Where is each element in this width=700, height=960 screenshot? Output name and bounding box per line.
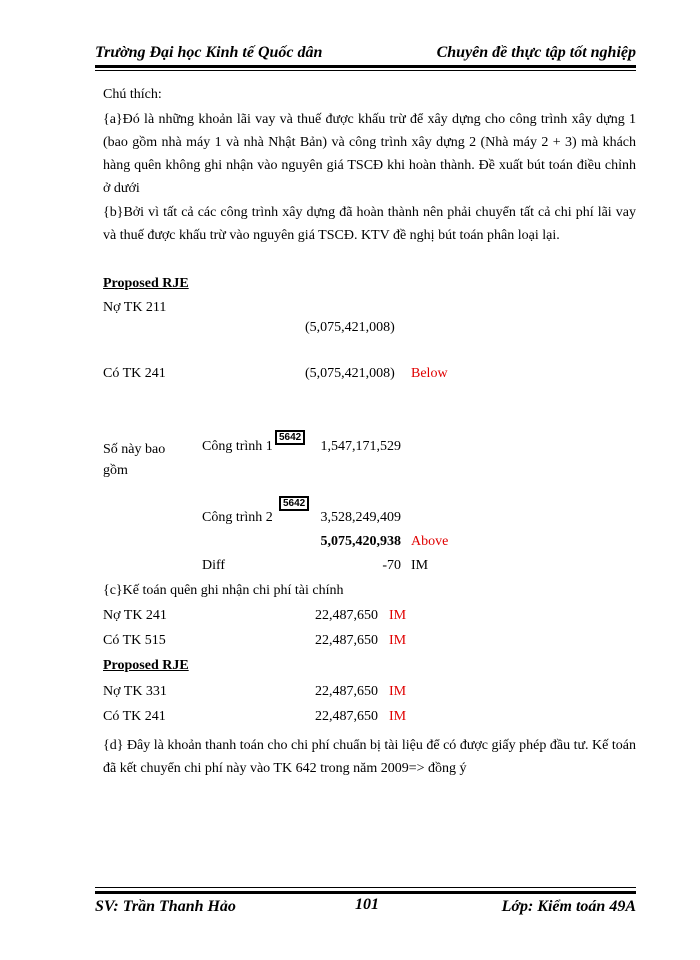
entry-c-debit-note: IM xyxy=(389,608,407,623)
rje2-credit-label: Có TK 241 xyxy=(103,709,166,724)
breakdown-total-note: Above xyxy=(411,534,449,549)
entry-c-credit-note: IM xyxy=(389,633,407,648)
header-report-title: Chuyên đề thực tập tốt nghiệp xyxy=(436,44,636,61)
note-a-paragraph: {a}Đó là những khoản lãi vay và thuế được khấu trừ để xây dựng cho công trình xây dựng 1 (bao gồm nhà máy 1 và nhà Nhật Bản) và công trình xây dựng 2 (Nhà máy 2 + 3) mà khách hàng quên không ghi nhận vào nguyên giá TSCĐ khi hoàn thành. Đề xuất bút toán điều chỉnh ở dưới xyxy=(103,112,636,196)
rje2-credit-note: IM xyxy=(389,709,407,724)
breakdown-item1-label: Công trình 1 xyxy=(202,439,273,454)
rje2-debit-label: Nợ TK 331 xyxy=(103,684,167,699)
rje1-debit-amount: (5,075,421,008) xyxy=(305,320,395,335)
breakdown-item2-amount: 3,528,249,409 xyxy=(320,510,401,525)
breakdown-total: 5,075,420,938 xyxy=(320,534,401,549)
rje1-title: Proposed RJE xyxy=(103,276,189,291)
rje2-title: Proposed RJE xyxy=(103,658,189,673)
footer-rule-thin xyxy=(95,887,636,888)
footer-class: Lớp: Kiểm toán 49A xyxy=(501,898,636,915)
breakdown-item1-tag: 5642 xyxy=(275,430,305,445)
breakdown-diff-note: IM xyxy=(411,558,429,573)
notes-title: Chú thích: xyxy=(103,87,162,102)
header-rule-thick xyxy=(95,65,636,68)
rje1-debit-label: Nợ TK 211 xyxy=(103,300,167,315)
rje2-debit-note: IM xyxy=(389,684,407,699)
rje1-credit-note: Below xyxy=(411,366,448,381)
rje2-credit-amount: 22,487,650 xyxy=(315,709,378,724)
note-d-paragraph: {d} Đây là khoản thanh toán cho chi phí chuẩn bị tài liệu để có được giấy phép đầu tư. Kế toán đã kết chuyển chi phí này vào TK 642 trong năm 2009=> đồng ý xyxy=(103,738,636,776)
entry-c-debit-amount: 22,487,650 xyxy=(315,608,378,623)
header-rule-thin xyxy=(95,70,636,71)
header-school: Trường Đại học Kinh tế Quốc dân xyxy=(95,44,323,61)
footer-student: SV: Trần Thanh Hảo xyxy=(95,898,236,915)
breakdown-diff-amount: -70 xyxy=(382,558,401,573)
entry-c-credit-amount: 22,487,650 xyxy=(315,633,378,648)
breakdown-item2-label: Công trình 2 xyxy=(202,510,273,525)
note-b-paragraph: {b}Bởi vì tất cả các công trình xây dựng đã hoàn thành nên phải chuyển tất cả chi phí lãi vay và thuế được khấu trừ vào nguyên giá TSCĐ. KTV đề nghị bút toán phân loại lại. xyxy=(103,205,636,243)
entry-c-credit-label: Có TK 515 xyxy=(103,633,166,648)
breakdown-item2-tag: 5642 xyxy=(279,496,309,511)
rje2-debit-amount: 22,487,650 xyxy=(315,684,378,699)
note-c-paragraph: {c}Kế toán quên ghi nhận chi phí tài chính xyxy=(103,583,344,598)
rje1-credit-amount: (5,075,421,008) xyxy=(305,366,395,381)
breakdown-diff-label: Diff xyxy=(202,558,226,573)
entry-c-debit-label: Nợ TK 241 xyxy=(103,608,167,623)
breakdown-item1-amount: 1,547,171,529 xyxy=(320,439,401,454)
rje1-credit-label: Có TK 241 xyxy=(103,366,166,381)
footer-rule-thick xyxy=(95,891,636,894)
breakdown-label: Số này bao gồm xyxy=(103,442,166,478)
footer-page-number: 101 xyxy=(355,896,379,913)
